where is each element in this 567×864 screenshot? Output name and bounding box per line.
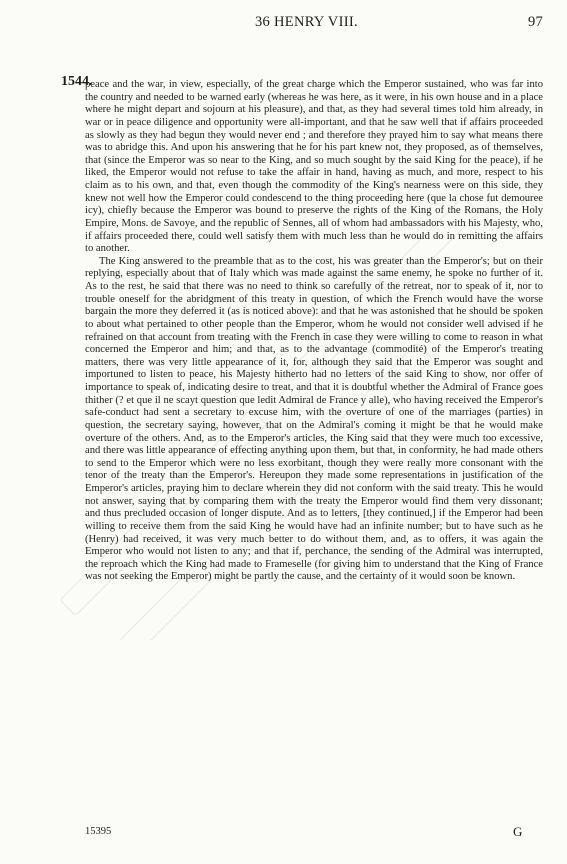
margin-year: 1544.	[61, 74, 93, 89]
running-header	[0, 14, 567, 34]
page-footer	[0, 826, 567, 842]
paragraph-2: The King answered to the preamble that as to the cost, his was greater than the Emperor's; but on their replying, especially about that of Italy which was made against the same enemy, he spoke no further of it. As to the rest, he said that there was no need to think so carefully of the retreat, nor to speak of it, nor to trouble oneself for the abridgment of this treaty in question, of which the French would have the worse bargain the more they deferred it (as is noticed above): and that he was astonished that he should be spoken to about what pertained to other people than the Emperor, whom he would not consider well advised if he refrained on that account from treating with the French in case they were willing to come to reason in what concerned the Emperor and him; and that, as to the advantage (commodité) of the Emperor's treating matters, there was very little appearance of it, for, although they said that the Emperor was sought and importuned to listen to peace, his Majesty hitherto had no letters of the said King to show, nor offer of importance to speak of, indicating desire to treat, and that it is doubtful whether the Admiral of France goes thither (? et que il ne scayt question que ledit Admiral de France y alle), who having received the Emperor's safe-conduct had sent a secretary to excuse him, with the overture of one of the marriages (parties) in question, the secretary saying, however, that on the Admiral's coming it might be that he would make overture of the others. And, as to the Emperor's articles, the King said that they were much too excessive, and there was little appearance of effecting anything upon them, but that, in conformity, he had made others to send to the Emperor which were no less exorbitant, though they were really more consonant with the tenor of the treaty than the Emperor's. Hereupon they made some representations in justification of the Emperor's articles, praying him to declare wherein they did not conform with the said treaty. This he would not answer, saying that by comparing them with the treaty the Emperor would find them very dissonant; and thus precluded occasion of longer dispute. And as to letters, [they continued,] if the Emperor had been willing to receive them from the said King he would have had an infinite number; but to have such as he (Henry) had received, it was very much better to do without them, and, as to offers, it was again the Emperor who would not listen to any; and that if, perchance, the sending of the Admiral was interrupted, the reproach which the King had made to Frameselle (for giving him to understand that the King of France was not seeking the Emperor) might be partly the cause, and the certainty of it would soon be known.	[85, 255, 543, 583]
signature-mark: G	[513, 824, 523, 839]
page-number: 97	[528, 14, 544, 30]
printer-signature-number: 15395	[85, 826, 112, 837]
body-text	[85, 79, 543, 584]
paragraph-1: peace and the war, in view, especially, of the great charge which the Emperor sustained, who was far into the country and needed to be warned early (whereas he was here, as it were, in his own house and in a place where he might depart and sojourn at his pleasure), and that, as they had several times told him already, in war or in peace diligence and opportunity were all-important, and that he saw well that if affairs proceeded as slowly as they had begun they would never end ; and therefore they prayed him to say what means there was to abridge this. And upon his answering that he for his part knew not, they proposed, as of themselves, that (since the Emperor was so near to the King, and so much sought by the said King for the peace), if he liked, the Emperor would not refuse to take the affair in hand, having as much, and more, respect to his claim as to his own, and that, even though the commodity of the King's nearness were on this side, they knew not well how the Emperor could condescend to the thing proceeding here (que la chose fut demouree icy), chiefly because the Emperor was bound to preserve the rights of the King of the Romans, the Holy Empire, Mons. de Savoye, and the republic of Sennes, all of whom had ambassadors with his Majesty, who, if affairs proceeded there, could well satisfy them with much less than he would do in remitting the affairs to another.	[85, 79, 543, 255]
running-title: 36 HENRY VIII.	[255, 14, 358, 30]
